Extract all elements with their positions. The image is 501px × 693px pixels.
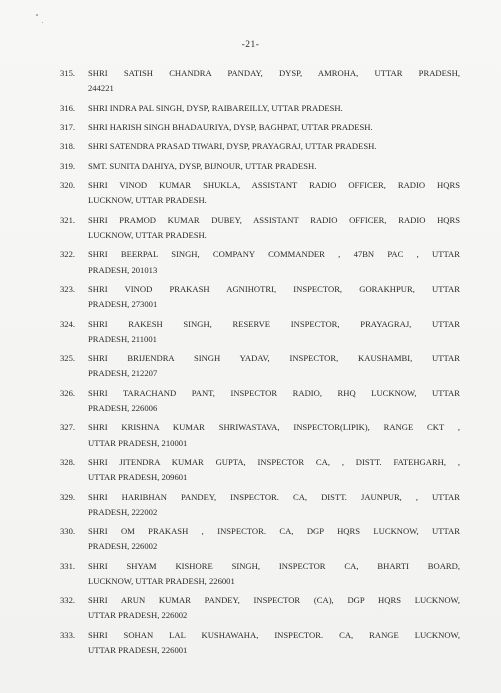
entry-text <box>88 247 460 277</box>
list-item <box>60 282 460 312</box>
entry-text <box>88 351 460 381</box>
list-item <box>60 559 460 589</box>
entry-line-1: SHRI TARACHAND PANT, INSPECTOR RADIO, RHQ LUCKNOW, UTTAR <box>88 387 460 398</box>
entry-text <box>88 139 460 154</box>
entry-text <box>88 455 460 485</box>
entry-text <box>88 317 460 347</box>
entry-line-2: LUCKNOW, UTTAR PRADESH. <box>88 195 207 206</box>
entry-line-2: LUCKNOW, UTTAR PRADESH. <box>88 229 207 240</box>
entry-text <box>88 420 460 450</box>
entry-line-2: UTTAR PRADESH, 226002 <box>88 610 188 621</box>
entry-line-1: SHRI KRISHNA KUMAR SHRIWASTAVA, INSPECTOR(LIPIK), RANGE CKT , <box>88 422 460 433</box>
list-item <box>60 66 460 96</box>
entry-number: 332. <box>60 595 76 606</box>
entry-text <box>88 178 460 208</box>
entry-line-2: 244221 <box>88 83 114 94</box>
entry-text <box>88 159 460 174</box>
entry-line-1: SHRI VINOD PRAKASH AGNIHOTRI, INSPECTOR, GORAKHPUR, UTTAR <box>88 283 460 294</box>
entry-line-2: PRADESH, 212207 <box>88 368 158 379</box>
list-item <box>60 593 460 623</box>
entry-line-2: PRADESH, 226006 <box>88 402 158 413</box>
entry-text <box>88 120 460 135</box>
entry-line-1: SHRI SATISH CHANDRA PANDAY, DYSP, AMROHA, UTTAR PRADESH, <box>88 68 460 78</box>
entry-number: 333. <box>60 629 76 640</box>
entry-text <box>88 101 460 116</box>
entry-line-2: PRADESH, 222002 <box>88 506 158 517</box>
entry-line-1: SHRI RAKESH SINGH, RESERVE INSPECTOR, PRAYAGRAJ, UTTAR <box>88 318 460 329</box>
awardee-list <box>60 66 460 662</box>
list-item <box>60 420 460 450</box>
entry-number: 320. <box>60 180 76 191</box>
scan-speck <box>36 14 38 16</box>
entry-line-2: UTTAR PRADESH, 226001 <box>88 645 188 656</box>
entry-line-2: PRADESH, 201013 <box>88 264 158 275</box>
entry-line-1: SHRI PRAMOD KUMAR DUBEY, ASSISTANT RADIO OFFICER, RADIO HQRS <box>88 214 460 225</box>
entry-line-2: PRADESH, 226002 <box>88 541 158 552</box>
entry-line-1: SHRI BRIJENDRA SINGH YADAV, INSPECTOR, KAUSHAMBI, UTTAR <box>88 353 460 364</box>
entry-number: 321. <box>60 214 76 225</box>
entry-number: 327. <box>60 422 76 433</box>
entry-number: 328. <box>60 456 76 467</box>
entry-number: 316. <box>60 102 76 113</box>
entry-text <box>88 524 460 554</box>
entry-text <box>88 66 460 96</box>
list-item <box>60 386 460 416</box>
entry-number: 323. <box>60 283 76 294</box>
entry-number: 331. <box>60 560 76 571</box>
entry-text <box>88 559 460 589</box>
entry-number: 319. <box>60 160 76 171</box>
list-item <box>60 178 460 208</box>
list-item <box>60 159 460 174</box>
list-item <box>60 120 460 135</box>
entry-number: 322. <box>60 249 76 260</box>
entry-number: 329. <box>60 491 76 502</box>
entry-line-2: PRADESH, 211001 <box>88 333 157 344</box>
entry-text <box>88 593 460 623</box>
page-number: -21- <box>241 40 260 50</box>
entry-number: 315. <box>60 68 76 78</box>
entry-number: 326. <box>60 387 76 398</box>
entry-text <box>88 213 460 243</box>
list-item <box>60 351 460 381</box>
list-item <box>60 317 460 347</box>
entry-number: 317. <box>60 121 76 132</box>
entry-line-1: SHRI SATENDRA PRASAD TIWARI, DYSP, PRAYAGRAJ, UTTAR PRADESH. <box>88 141 377 152</box>
entry-line-1: SHRI INDRA PAL SINGH, DYSP, RAIBAREILLY, UTTAR PRADESH. <box>88 102 343 113</box>
entry-line-2: LUCKNOW, UTTAR PRADESH, 226001 <box>88 575 235 586</box>
list-item <box>60 101 460 116</box>
list-item <box>60 247 460 277</box>
entry-text <box>88 282 460 312</box>
entry-line-1: SHRI HARISH SINGH BHADAURIYA, DYSP, BAGHPAT, UTTAR PRADESH. <box>88 121 373 132</box>
entry-line-1: SMT. SUNITA DAHIYA, DYSP, BIJNOUR, UTTAR PRADESH. <box>88 160 317 171</box>
list-item <box>60 455 460 485</box>
entry-line-1: SHRI JITENDRA KUMAR GUPTA, INSPECTOR CA, , DISTT. FATEHGARH, , <box>88 456 460 467</box>
entry-line-2: PRADESH, 273001 <box>88 299 158 310</box>
entry-line-2: UTTAR PRADESH, 210001 <box>88 437 188 448</box>
entry-line-1: SHRI OM PRAKASH , INSPECTOR. CA, DGP HQRS LUCKNOW, UTTAR <box>88 526 460 537</box>
entry-number: 318. <box>60 141 76 152</box>
entry-line-1: SHRI HARIBHAN PANDEY, INSPECTOR. CA, DISTT. JAUNPUR, , UTTAR <box>88 491 460 502</box>
list-item <box>60 490 460 520</box>
list-item <box>60 628 460 658</box>
entry-line-1: SHRI SHYAM KISHORE SINGH, INSPECTOR CA, BHARTI BOARD, <box>88 560 460 571</box>
entry-text <box>88 490 460 520</box>
entry-line-1: SHRI SOHAN LAL KUSHAWAHA, INSPECTOR. CA, RANGE LUCKNOW, <box>88 629 460 640</box>
list-item <box>60 524 460 554</box>
entry-text <box>88 386 460 416</box>
list-item <box>60 139 460 154</box>
entry-text <box>88 628 460 658</box>
entry-number: 325. <box>60 353 76 364</box>
entry-line-2: UTTAR PRADESH, 209601 <box>88 472 188 483</box>
list-item <box>60 213 460 243</box>
scan-speck <box>42 22 43 23</box>
entry-line-1: SHRI ARUN KUMAR PANDEY, INSPECTOR (CA), DGP HQRS LUCKNOW, <box>88 595 460 606</box>
entry-line-1: SHRI VINOD KUMAR SHUKLA, ASSISTANT RADIO OFFICER, RADIO HQRS <box>88 180 460 191</box>
entry-number: 330. <box>60 526 76 537</box>
entry-line-1: SHRI BEERPAL SINGH, COMPANY COMMANDER , 47BN PAC , UTTAR <box>88 249 460 260</box>
entry-number: 324. <box>60 318 76 329</box>
